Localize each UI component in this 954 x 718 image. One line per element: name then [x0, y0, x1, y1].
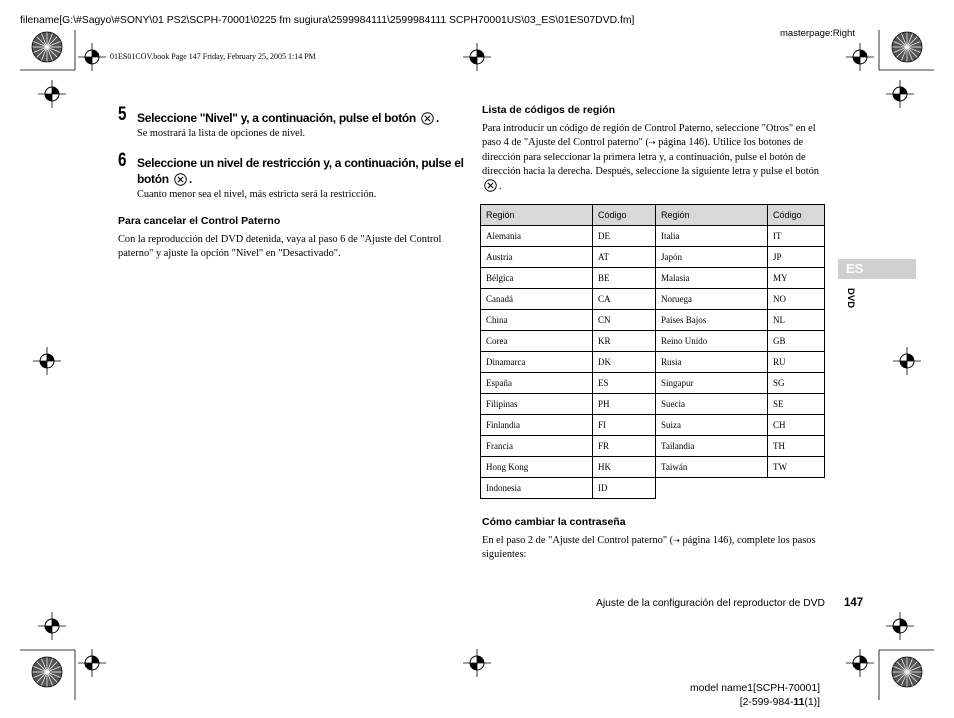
- table-cell: IT: [768, 226, 825, 247]
- region-body-text: Para introducir un código de región de Control Paterno, seleccione "Otros" en el paso 4 de "Ajuste del Control paterno" (: [482, 123, 816, 149]
- table-cell: España: [481, 373, 593, 394]
- arrow-right-icon: ⇢: [648, 138, 656, 148]
- footer-title: Ajuste de la configuración del reproductor de DVD: [596, 598, 825, 609]
- column-header: Código: [768, 205, 825, 226]
- table-row: [481, 436, 825, 457]
- table-cell: Francia: [481, 436, 593, 457]
- table-row: [481, 247, 825, 268]
- table-cell: NL: [768, 310, 825, 331]
- table-cell: Corea: [481, 331, 593, 352]
- arrow-right-icon: ⇢: [673, 536, 680, 545]
- table-cell: HK: [593, 457, 656, 478]
- cross-button-icon: [174, 173, 187, 186]
- step-number: 5: [118, 104, 127, 125]
- step-description: Cuanto menor sea el nivel, más estricta será la restricción.: [137, 189, 377, 200]
- table-cell: Canadá: [481, 289, 593, 310]
- password-body-text: página 146), complete los pasos siguientes:: [482, 535, 816, 561]
- table-cell: Singapur: [656, 373, 768, 394]
- table-cell: JP: [768, 247, 825, 268]
- table-row: [481, 226, 825, 247]
- table-cell: ES: [593, 373, 656, 394]
- model-line: model name1[SCPH-70001]: [690, 683, 820, 694]
- table-cell: KR: [593, 331, 656, 352]
- step-title-text: Seleccione un nivel de restricción y, a continuación, pulse el botón: [137, 156, 464, 186]
- step-title-end: .: [188, 172, 192, 186]
- table-cell: RU: [768, 352, 825, 373]
- region-body-text: página 146). Utilice los botones de dirección para seleccionar la primera letra y, a continuación, pulse el botón de dirección hacia la derecha. Después, seleccione la siguiente letra y pulse el botón: [482, 137, 819, 177]
- step-title-text: Seleccione "Nivel" y, a continuación, pulse el botón: [137, 111, 416, 125]
- table-cell: Bélgica: [481, 268, 593, 289]
- region-code-table: [480, 204, 825, 499]
- table-cell: Hong Kong: [481, 457, 593, 478]
- column-header: Código: [593, 205, 656, 226]
- table-cell: Japón: [656, 247, 768, 268]
- region-body-end: .: [499, 181, 502, 193]
- table-cell: CH: [768, 415, 825, 436]
- language-tab: ES: [838, 259, 916, 279]
- table-cell: DE: [593, 226, 656, 247]
- section-label: DVD: [845, 288, 856, 309]
- table-cell: FR: [593, 436, 656, 457]
- table-cell: Noruega: [656, 289, 768, 310]
- header-bookline: 01ES01COV.book Page 147 Friday, February 25, 2005 1:14 PM: [110, 52, 316, 61]
- table-row: [481, 415, 825, 436]
- table-cell: Reino Unido: [656, 331, 768, 352]
- table-cell: NO: [768, 289, 825, 310]
- password-body: [482, 534, 822, 563]
- table-row: [481, 289, 825, 310]
- password-heading: Cómo cambiar la contraseña: [482, 516, 626, 528]
- model-line-prefix: [2-599-984-: [739, 696, 794, 708]
- footer-model: [630, 682, 820, 709]
- password-body-text: En el paso 2 de "Ajuste del Control paterno" (: [482, 535, 674, 546]
- table-cell: SE: [768, 394, 825, 415]
- table-row: [481, 373, 825, 394]
- table-cell: SG: [768, 373, 825, 394]
- table-row: [481, 310, 825, 331]
- table-cell: Alemania: [481, 226, 593, 247]
- step-description: Se mostrará la lista de opciones de nivel.: [137, 128, 306, 139]
- table-cell: Austria: [481, 247, 593, 268]
- step-title-end: .: [436, 111, 440, 125]
- table-cell: DK: [593, 352, 656, 373]
- table-row: [481, 268, 825, 289]
- table-cell: China: [481, 310, 593, 331]
- step-number: 6: [118, 150, 127, 171]
- table-cell: Taiwán: [656, 457, 768, 478]
- step-title: [137, 110, 467, 126]
- table-cell: Países Bajos: [656, 310, 768, 331]
- table-header-row: [481, 205, 825, 226]
- table-row: [481, 352, 825, 373]
- table-row: [481, 394, 825, 415]
- cancel-heading: Para cancelar el Control Paterno: [118, 215, 281, 227]
- table-cell: Tailandia: [656, 436, 768, 457]
- header-masterpage: masterpage:Right: [780, 28, 855, 39]
- table-cell: Italia: [656, 226, 768, 247]
- table-row: [481, 331, 825, 352]
- table-cell: AT: [593, 247, 656, 268]
- table-cell: Suecia: [656, 394, 768, 415]
- cancel-body: Con la reproducción del DVD detenida, vaya al paso 6 de "Ajuste del Control paterno" y ajuste la opción "Nivel" en "Desactivado".: [118, 234, 442, 260]
- table-cell: PH: [593, 394, 656, 415]
- region-heading: Lista de códigos de región: [482, 104, 616, 116]
- table-cell: Indonesia: [481, 478, 593, 499]
- table-cell: Malasia: [656, 268, 768, 289]
- header-filename: filename[G:\#Sagyo\#SONY\01 PS2\SCPH-70001\0225 fm sugiura\2599984111\2599984111 SCPH70001US\03_ES\01ES07DVD.fm]: [20, 15, 635, 26]
- cross-button-icon: [421, 112, 434, 125]
- model-line-suffix: (1)]: [804, 696, 820, 708]
- table-cell: FI: [593, 415, 656, 436]
- table-cell: TH: [768, 436, 825, 457]
- table-cell: TW: [768, 457, 825, 478]
- table-cell: Suiza: [656, 415, 768, 436]
- table-cell: Dinamarca: [481, 352, 593, 373]
- table-cell: Rusia: [656, 352, 768, 373]
- table-cell: GB: [768, 331, 825, 352]
- step-title: [137, 155, 467, 187]
- column-header: Región: [656, 205, 768, 226]
- table-cell: Finlandia: [481, 415, 593, 436]
- table-row: [481, 478, 825, 499]
- cross-button-icon: [484, 179, 497, 192]
- region-body: [482, 122, 822, 194]
- model-line-bold: 11: [793, 696, 805, 708]
- table-cell: MY: [768, 268, 825, 289]
- page-number: 147: [844, 597, 864, 609]
- table-cell: [656, 478, 768, 499]
- table-cell: Filipinas: [481, 394, 593, 415]
- table-cell: CA: [593, 289, 656, 310]
- table-cell: ID: [593, 478, 656, 499]
- table-row: [481, 457, 825, 478]
- table-cell: [768, 478, 825, 499]
- table-cell: BE: [593, 268, 656, 289]
- column-header: Región: [481, 205, 593, 226]
- table-cell: CN: [593, 310, 656, 331]
- model-line: [630, 696, 820, 710]
